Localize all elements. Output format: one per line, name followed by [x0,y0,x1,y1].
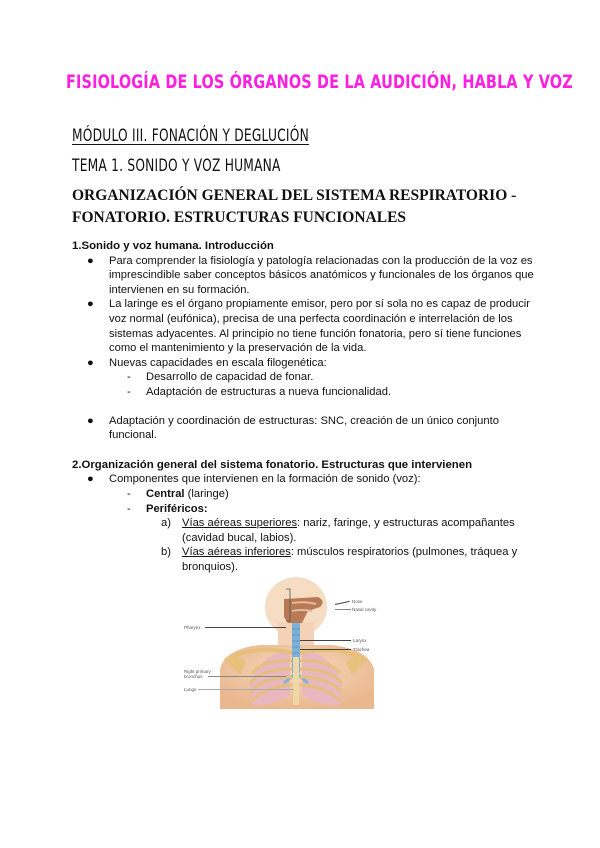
label-trachea: Trachea [353,647,370,652]
bullet-icon: ● [87,414,94,427]
sub-item-text: Desarrollo de capacidad de fonar. [146,371,314,384]
sub-list [109,370,542,399]
label-pharynx: Pharynx [184,625,201,630]
label-lungs: Lungs [184,687,197,692]
list-item [72,254,542,298]
bullet-text: Para comprender la fisiología y patología relacionadas con la producción de la voz es imprescindible saber conceptos básicos anatómicos y funcionales de los órganos que intervienen en su formación. [109,254,534,296]
spacer [72,443,542,458]
sub-list-item [72,385,542,400]
section1-list-cont [72,414,542,443]
section-heading [72,185,542,229]
central-label: Central [146,487,185,500]
list-item [72,472,542,574]
respiratory-system-figure [180,577,412,709]
bullet-text: Componentes que intervienen en la formación de sonido (voz): [109,473,421,486]
leader-line [208,676,286,677]
dash-icon: - [127,385,131,398]
peripheral-label: Periféricos [146,502,204,515]
module-title: MÓDULO III. FONACIÓN Y DEGLUCIÓN [72,126,309,146]
topic-title: TEMA 1. SONIDO Y VOZ HUMANA [72,156,281,176]
bullet-icon: ● [87,254,94,267]
leader-line [335,609,351,610]
sub-list-item [72,370,542,385]
label-nasal-cavity: Nasal cavity [352,607,377,612]
label-larynx: Larynx [353,638,367,643]
peripheral-suffix: : [203,502,208,515]
list-item [72,414,542,443]
bullet-text: Nuevas capacidades en escala filogenética: [109,356,327,369]
dash-icon: - [127,502,131,515]
item-marker: a) [161,517,171,530]
list-item [72,356,542,400]
leader-line [300,649,351,650]
peripheral-item [72,545,542,574]
item-marker: b) [161,546,171,559]
label-bronchus-line2: bronchus [184,674,203,679]
item-detail: : músculos respiratorios (pulmones, tráquea y bronquios). [182,546,518,573]
label-nose: Nose [352,599,363,604]
item-detail: : nariz, faringe, y estructuras acompañantes (cavidad bucal, labios). [182,517,515,544]
leader-line [198,689,294,690]
bullet-text: La laringe es el órgano propiamente emisor, pero por sí sola no es capaz de producir voz normal (eufónica), precisa de una perfecta coordinación e interrelación de los sistemas adyacentes. Al principio no tiene función fonatoria, pero sí tiene funciones como el mantenimiento y la preservación de la vida. [109,298,531,355]
bullet-icon: ● [87,298,94,311]
central-detail: (laringe) [184,487,229,500]
section1-list [72,254,542,400]
item-term: Vías aéreas superiores [182,517,298,530]
list-item [72,297,542,355]
dash-icon: - [127,487,131,500]
item-term: Vías aéreas inferiores [182,546,291,559]
leader-line [300,640,351,641]
section2-list [72,472,542,574]
sub-item-text: Adaptación de estructuras a nueva funcionalidad. [146,385,392,398]
dash-icon: - [127,371,131,384]
spacer [72,400,542,414]
peripheral-list [146,516,542,574]
bullet-icon: ● [87,356,94,369]
section2-heading: 2.Organización general del sistema fonatorio. Estructuras que intervienen [72,458,473,471]
bullet-text: Adaptación y coordinación de estructuras: SNC, creación de un único conjunto funcional. [109,414,499,442]
section-heading-line1: ORGANIZACIÓN GENERAL DEL SISTEMA RESPIRATORIO - [72,187,517,204]
document-body [72,239,542,574]
section1-heading: 1.Sonido y voz humana. Introducción [72,240,274,252]
section-heading-line2: FONATORIO. ESTRUCTURAS FUNCIONALES [72,209,407,226]
sub-list-item-peripheral [72,502,542,575]
label-bronchus-line1: Right primary [184,669,211,674]
sub-list [109,487,542,575]
leader-line [205,627,286,628]
sub-list-item-central [72,487,542,502]
bullet-icon: ● [87,473,94,486]
course-title: FISIOLOGÍA DE LOS ÓRGANOS DE LA AUDICIÓN, HABLA Y VOZ [66,72,573,93]
peripheral-item [72,516,542,545]
